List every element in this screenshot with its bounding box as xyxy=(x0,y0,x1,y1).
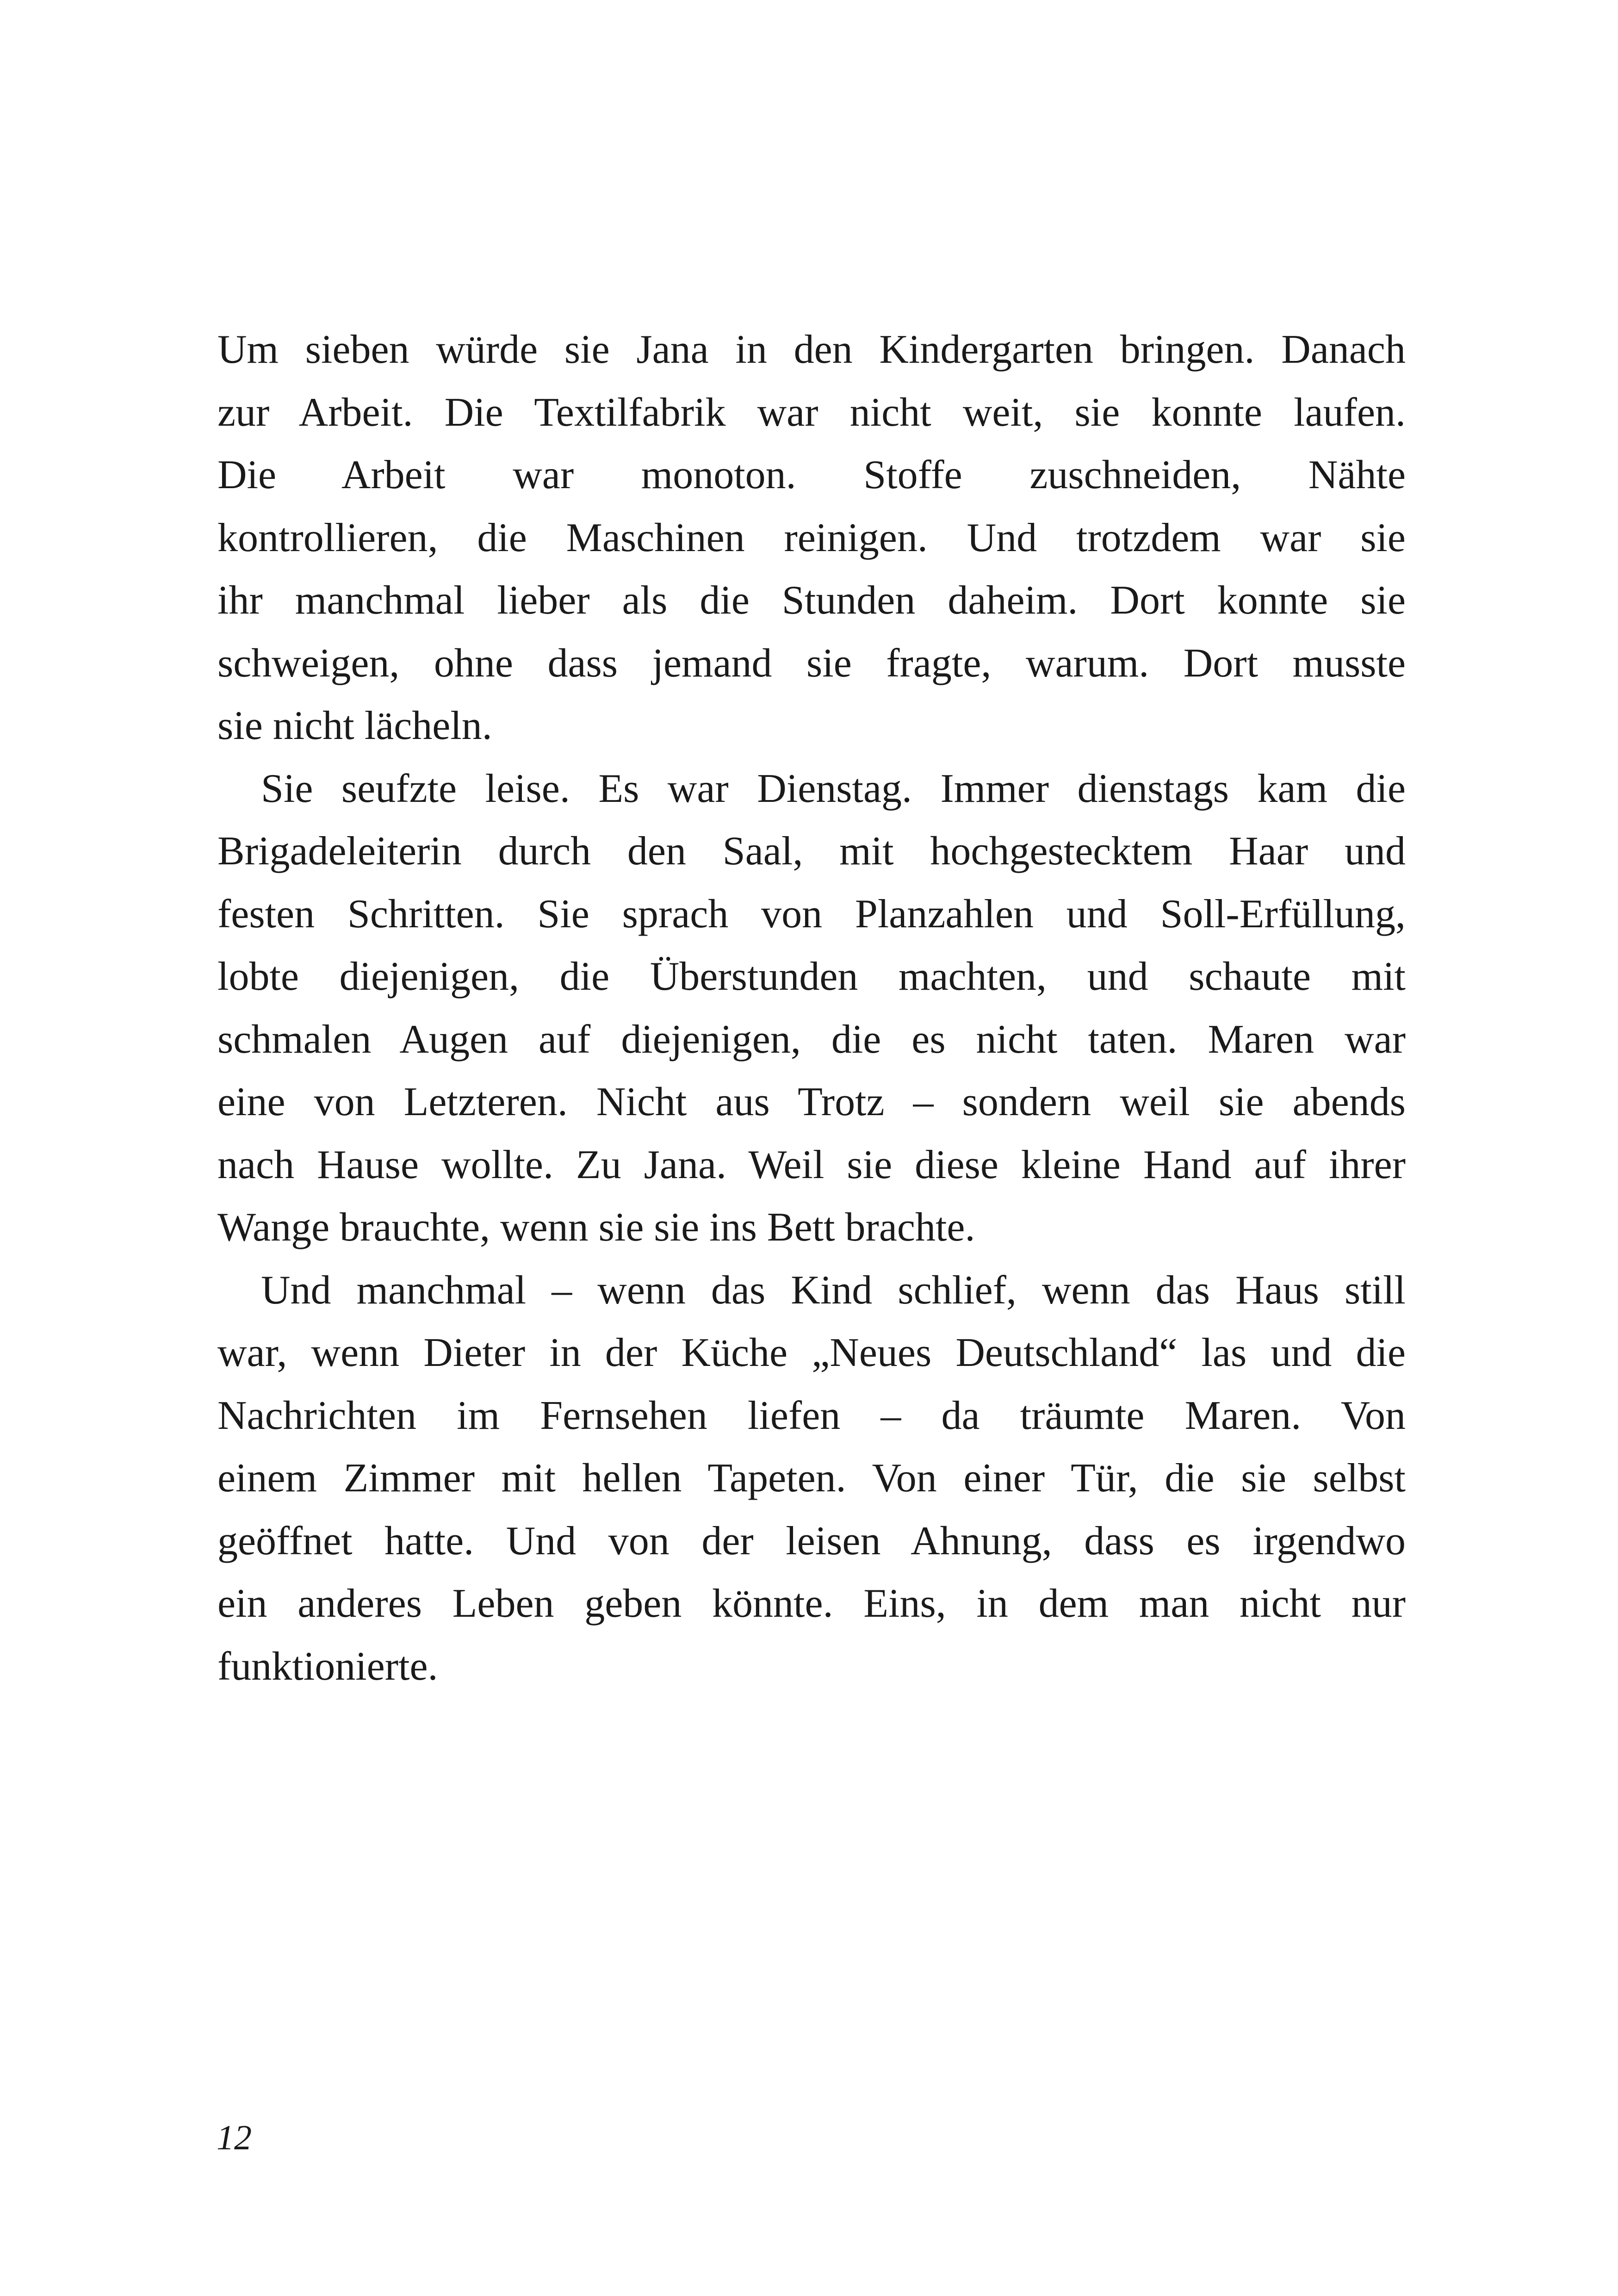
text-line: Nachrichten im Fernsehen liefen – da träumte Maren. Von xyxy=(217,1393,1406,1438)
text-line: war, wenn Dieter in der Küche „Neues Deutschland“ las und die xyxy=(217,1330,1406,1375)
text-line: funktionierte. xyxy=(217,1644,438,1689)
page-number: 12 xyxy=(217,2118,252,2157)
paragraph xyxy=(217,318,1406,757)
text-line: einem Zimmer mit hellen Tapeten. Von einer Tür, die sie selbst xyxy=(217,1456,1406,1501)
text-line: Um sieben würde sie Jana in den Kindergarten bringen. Danach xyxy=(217,327,1406,372)
text-line: Die Arbeit war monoton. Stoffe zuschneiden, Nähte xyxy=(217,453,1406,497)
text-line: Brigadeleiterin durch den Saal, mit hochgestecktem Haar und xyxy=(217,829,1406,874)
text-line: festen Schritten. Sie sprach von Planzahlen und Soll-Erfüllung, xyxy=(217,891,1406,937)
text-line: schweigen, ohne dass jemand sie fragte, warum. Dort musste xyxy=(217,640,1406,686)
paragraph xyxy=(217,1259,1406,1698)
text-line: sie nicht lächeln. xyxy=(217,703,492,748)
text-line: ein anderes Leben geben könnte. Eins, in dem man nicht nur xyxy=(217,1581,1406,1626)
text-line: eine von Letzteren. Nicht aus Trotz – sondern weil sie abends xyxy=(217,1080,1406,1124)
text-line: kontrollieren, die Maschinen reinigen. Und trotzdem war sie xyxy=(217,515,1406,560)
text-line: geöffnet hatte. Und von der leisen Ahnung, dass es irgendwo xyxy=(217,1518,1406,1564)
body-text xyxy=(217,318,1406,1698)
paragraph xyxy=(217,757,1406,1259)
text-line: ihr manchmal lieber als die Stunden daheim. Dort konnte sie xyxy=(217,578,1406,623)
text-line: nach Hause wollte. Zu Jana. Weil sie diese kleine Hand auf ihrer xyxy=(217,1142,1406,1187)
text-line: Und manchmal – wenn das Kind schlief, wenn das Haus still xyxy=(261,1267,1406,1313)
text-line: Wange brauchte, wenn sie sie ins Bett brachte. xyxy=(217,1205,975,1250)
text-line: zur Arbeit. Die Textilfabrik war nicht weit, sie konnte laufen. xyxy=(217,390,1406,435)
text-line: lobte diejenigen, die Überstunden machten, und schaute mit xyxy=(217,954,1406,999)
text-line: Sie seufzte leise. Es war Dienstag. Immer dienstags kam die xyxy=(261,766,1406,811)
text-line: schmalen Augen auf diejenigen, die es nicht taten. Maren war xyxy=(217,1017,1406,1062)
